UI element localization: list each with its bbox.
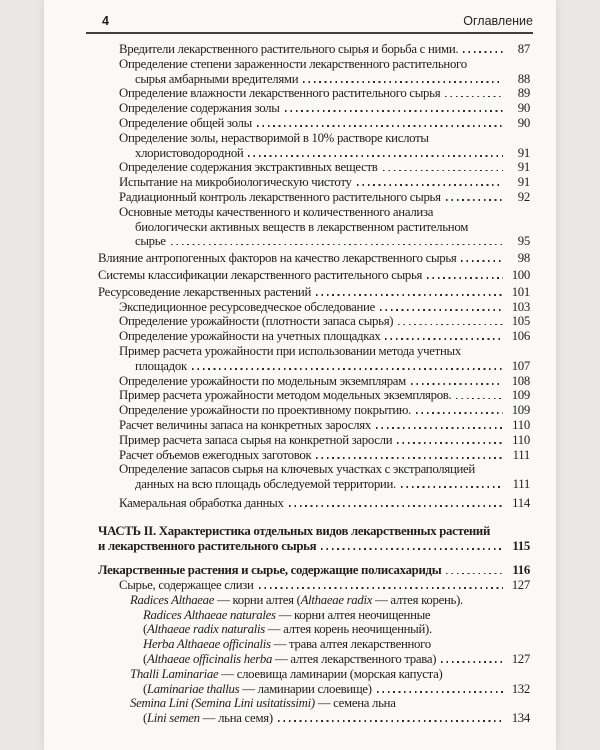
toc-entry-text: данных на всю площадь обследуемой территории. xyxy=(135,477,396,492)
page-number: 4 xyxy=(102,14,110,28)
toc-entry-text: Вредители лекарственного растительного сырья и борьба с ними. xyxy=(119,42,459,56)
toc-entry xyxy=(98,160,530,175)
toc-entry-text: (Lini semen — льна семя) xyxy=(143,711,273,726)
page-ref: 107 xyxy=(511,358,530,373)
toc-entry-text: Экспедиционное ресурсоведческое обследование xyxy=(119,299,375,314)
dot-leader xyxy=(401,486,503,488)
toc-entry-text: Ресурсоведение лекарственных растений xyxy=(98,284,312,299)
toc-entry-text: и лекарственного растительного сырья xyxy=(98,538,317,553)
page-ref: 134 xyxy=(511,711,530,726)
toc-entry xyxy=(98,403,530,418)
page-ref: 110 xyxy=(512,417,530,432)
page-ref: 98 xyxy=(517,251,530,266)
toc-entry-text: Herba Althaeae officinalis — трава алтея лекарственного xyxy=(143,637,431,652)
toc-entry-text: (Althaeae officinalis herba — алтея лекарственного трава) xyxy=(143,652,437,667)
dot-leader xyxy=(259,587,503,589)
toc-entry xyxy=(98,131,530,146)
dot-leader xyxy=(411,383,503,385)
toc-entry-text: Определение урожайности на учетных площадках xyxy=(119,329,381,344)
toc-entry xyxy=(98,101,530,116)
toc-entry-text: ЧАСТЬ II. Характеристика отдельных видов лекарственных растений xyxy=(98,523,491,538)
dot-leader xyxy=(316,457,503,459)
toc-entry xyxy=(98,57,530,72)
toc-entry xyxy=(98,388,530,403)
page-ref: 88 xyxy=(517,71,530,86)
dot-leader xyxy=(446,573,503,575)
toc-entry-text: Системы классификации лекарственного растительного сырья xyxy=(98,267,423,282)
page-ref: 108 xyxy=(511,373,530,388)
dot-leader xyxy=(445,96,503,98)
page-ref: 100 xyxy=(511,267,530,282)
toc-entry xyxy=(98,116,530,131)
toc-entry-text: Определение урожайности (плотности запаса сырья) xyxy=(119,314,394,329)
dot-leader xyxy=(192,368,503,370)
toc-entry-text: Радиационный контроль лекарственного растительного сырья xyxy=(119,189,441,204)
dot-leader xyxy=(456,398,503,400)
toc-entry xyxy=(98,374,530,389)
toc-entry xyxy=(98,539,530,554)
toc-entry-text: Пример расчета запаса сырья на конкретной заросли xyxy=(119,432,393,447)
toc-entry-text: биологически активных веществ в лекарственном растительном xyxy=(135,219,468,234)
toc-entry xyxy=(98,190,530,205)
toc-entry xyxy=(98,86,530,101)
toc-entry xyxy=(98,329,530,344)
page-ref: 132 xyxy=(511,681,530,696)
dot-leader xyxy=(376,427,503,429)
toc-entry xyxy=(98,696,530,711)
dot-leader xyxy=(416,412,503,414)
page-ref: 116 xyxy=(512,563,530,578)
toc-entry-text: Определение золы, нерастворимой в 10% растворе кислоты xyxy=(119,130,429,145)
dot-leader xyxy=(441,661,503,663)
page-ref: 91 xyxy=(517,175,530,190)
book-page xyxy=(44,0,556,750)
toc-entry xyxy=(98,563,530,578)
page-ref: 127 xyxy=(511,652,530,667)
toc-entry xyxy=(98,462,530,477)
toc-entry-text: площадок xyxy=(135,358,187,373)
toc-entry-text: Сырье, содержащее слизи xyxy=(119,578,254,593)
dot-leader xyxy=(380,309,503,311)
toc-entry xyxy=(98,285,530,300)
page-ref: 95 xyxy=(517,234,530,249)
page-ref: 105 xyxy=(511,314,530,329)
toc-entry-text: Расчет объемов ежегодных заготовок xyxy=(119,447,312,462)
toc-entry-text: Semina Lini (Semina Lini usitatissimi) — семена льна xyxy=(130,696,396,711)
toc-entry xyxy=(98,344,530,359)
page-ref: 92 xyxy=(517,189,530,204)
toc-entry xyxy=(98,448,530,463)
page-ref: 111 xyxy=(512,447,530,462)
page-ref: 114 xyxy=(512,495,530,510)
toc-entry-text: Расчет величины запаса на конкретных зарослях xyxy=(119,417,371,432)
toc-entry-text: Radices Althaeae — корни алтея (Althaeae radix — алтея корень). xyxy=(130,592,463,607)
toc-entry-text: Thalli Laminariae — слоевища ламинарии (морская капуста) xyxy=(130,666,443,681)
page-ref: 91 xyxy=(517,160,530,175)
page-ref: 115 xyxy=(512,538,530,553)
toc-entry xyxy=(98,477,530,492)
dot-leader xyxy=(285,110,503,112)
toc-entry xyxy=(98,711,530,726)
dot-leader xyxy=(171,244,503,246)
dot-leader xyxy=(303,81,503,83)
toc-entry-text: Определение урожайности по проективному покрытию. xyxy=(119,403,412,418)
toc-entry xyxy=(98,637,530,652)
table-of-contents xyxy=(98,42,530,726)
page-ref: 87 xyxy=(517,42,530,56)
toc-entry-text: Radices Althaeae naturales — корни алтея неочищенные xyxy=(143,607,431,622)
page-ref: 127 xyxy=(511,578,530,593)
dot-leader xyxy=(316,294,503,296)
toc-entry-text: сырье xyxy=(135,234,166,249)
toc-entry-text: Испытание на микробиологическую чистоту xyxy=(119,175,352,190)
toc-entry-text: Основные методы качественного и количественного анализа xyxy=(119,204,434,219)
toc-entry-text: Камеральная обработка данных xyxy=(119,495,284,510)
toc-entry-text: хлористоводородной xyxy=(135,145,244,160)
dot-leader xyxy=(398,324,503,326)
page-ref: 110 xyxy=(512,432,530,447)
page-ref: 109 xyxy=(511,388,530,403)
page-ref: 103 xyxy=(511,299,530,314)
dot-leader xyxy=(377,691,503,693)
toc-entry xyxy=(98,418,530,433)
running-title: Оглавление xyxy=(463,14,533,28)
dot-leader xyxy=(248,155,503,157)
dot-leader xyxy=(427,277,503,279)
toc-entry-text: Определение степени зараженности лекарственного растительного xyxy=(119,56,467,71)
toc-entry xyxy=(98,578,530,593)
dot-leader xyxy=(321,548,503,550)
toc-entry xyxy=(98,146,530,161)
page-ref: 106 xyxy=(511,329,530,344)
page-ref: 90 xyxy=(517,115,530,130)
toc-entry xyxy=(98,234,530,249)
toc-entry xyxy=(98,622,530,637)
running-head xyxy=(86,0,533,34)
dot-leader xyxy=(385,338,503,340)
toc-entry-text: Влияние антропогенных факторов на качество лекарственного сырья xyxy=(98,251,457,266)
toc-entry-text: (Laminariae thallus — ламинарии слоевище) xyxy=(143,681,372,696)
toc-entry xyxy=(98,72,530,87)
toc-entry xyxy=(98,314,530,329)
toc-entry xyxy=(98,667,530,682)
toc-entry xyxy=(98,220,530,235)
toc-entry-text: Определение общей золы xyxy=(119,115,252,130)
page-ref: 109 xyxy=(511,403,530,418)
dot-leader xyxy=(463,51,503,53)
toc-entry xyxy=(98,42,530,57)
toc-entry xyxy=(98,496,530,511)
toc-entry xyxy=(98,524,530,539)
toc-entry-text: Определение урожайности по модельным экземплярам xyxy=(119,373,406,388)
toc-entry-text: сырья амбарными вредителями xyxy=(135,71,299,86)
page-ref: 91 xyxy=(517,145,530,160)
toc-entry-text: Пример расчета урожайности методом модельных экземпляров. xyxy=(119,388,452,403)
dot-leader xyxy=(278,720,503,722)
toc-entry xyxy=(98,205,530,220)
page-ref: 89 xyxy=(517,86,530,101)
toc-entry xyxy=(98,300,530,315)
toc-entry-text: (Althaeae radix naturalis — алтея корень неочищенный). xyxy=(143,622,432,637)
page-ref: 111 xyxy=(512,477,530,492)
toc-entry xyxy=(98,593,530,608)
toc-entry-text: Лекарственные растения и сырье, содержащие полисахариды xyxy=(98,563,442,578)
toc-entry xyxy=(98,359,530,374)
toc-entry-text: Определение влажности лекарственного растительного сырья xyxy=(119,86,441,101)
dot-leader xyxy=(257,125,503,127)
dot-leader xyxy=(383,170,503,172)
page-ref: 90 xyxy=(517,101,530,116)
dot-leader xyxy=(397,442,503,444)
toc-entry xyxy=(98,268,530,283)
dot-leader xyxy=(446,199,503,201)
toc-entry-text: Определение запасов сырья на ключевых участках с экстраполяцией xyxy=(119,462,475,477)
toc-entry-text: Определение содержания золы xyxy=(119,101,280,116)
dot-leader xyxy=(357,184,503,186)
toc-entry xyxy=(98,251,530,266)
toc-entry xyxy=(98,682,530,697)
toc-entry xyxy=(98,175,530,190)
toc-entry xyxy=(98,652,530,667)
dot-leader xyxy=(461,260,503,262)
toc-entry xyxy=(98,608,530,623)
toc-entry-text: Пример расчета урожайности при использовании метода учетных xyxy=(119,343,461,358)
page-ref: 101 xyxy=(511,284,530,299)
toc-entry-text: Определение содержания экстрактивных веществ xyxy=(119,160,378,175)
dot-leader xyxy=(289,505,503,507)
toc-entry xyxy=(98,433,530,448)
